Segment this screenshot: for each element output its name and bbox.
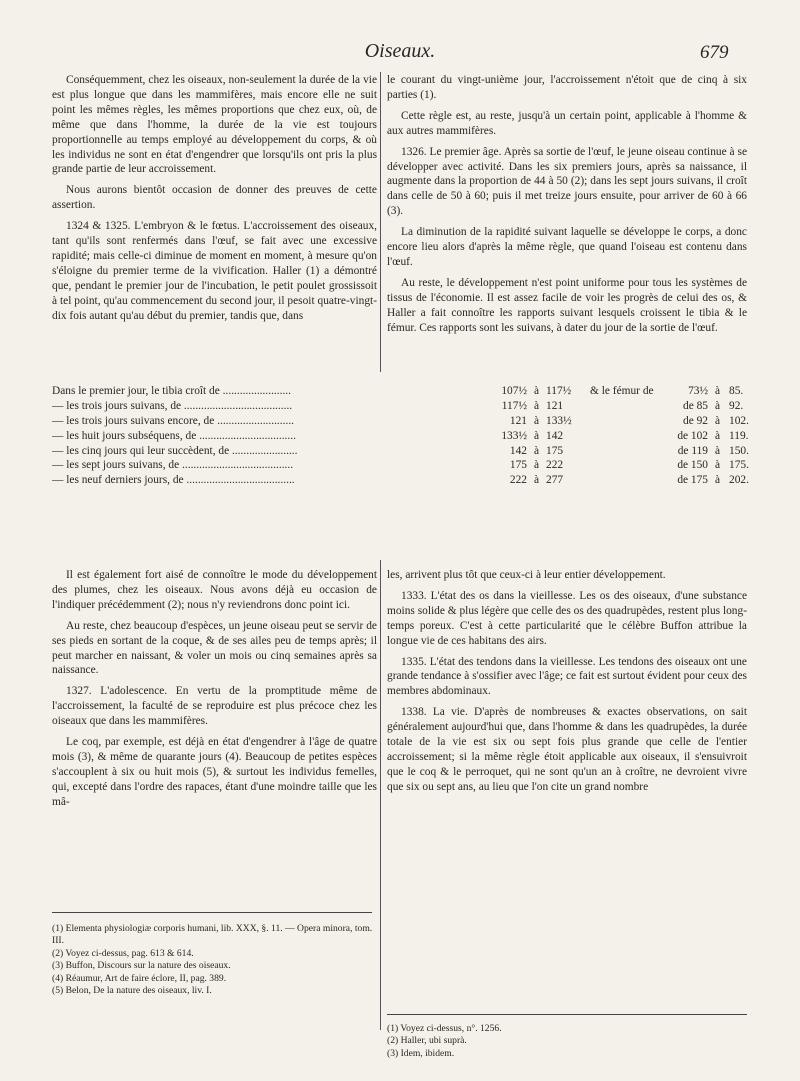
tibia-from: 107½: [501, 385, 527, 397]
table-row: [52, 414, 767, 429]
tibia-to: 133½: [546, 414, 572, 427]
running-title: Oiseaux.: [364, 40, 436, 62]
table-row: [52, 458, 767, 473]
tibia-to: 142: [546, 429, 564, 442]
paragraph: 1327. L'adolescence. En vertu de la promptitude même de l'accroissement, la faculté de se reproduire est plus précoce chez les oiseaux que dans les mammifères.: [52, 685, 377, 728]
paragraph: 1338. La vie. D'après de nombreuses & exactes observations, on sait généralement aujourd'hui que, dans l'homme & dans les quadrupèdes, la durée totale de la vie est six ou sept fois plus grande que celle de l'entier accroissement; si la même règle étoit applicable aux oiseaux, il s'ensuivroit que le coq & le perroquet, qui ne sont qu'un an à croître, ne devroient vivre que six ou sept ans, au lieu que l'on cite un grand nombre: [387, 706, 747, 793]
paragraph: Conséquemment, chez les oiseaux, non-seulement la durée de la vie est plus longue que dans les mammifères, mais encore elle ne suit point les mêmes règles, les mêmes proportions que chez eux, où, de même que dans l'homme, la durée de la vie est toujours proportionnelle au temps employé au développement du corps, & où les individus ne sont en état d'engendrer que lorsqu'ils ont pris la plus grande partie de leur accroissement.: [52, 74, 377, 176]
to-word: à: [715, 474, 721, 487]
left-column-top: [52, 73, 377, 330]
tibia-from: 142: [509, 444, 527, 457]
right-column-bottom: [387, 568, 747, 801]
femur-to: 175.: [729, 459, 749, 472]
to-word: à: [715, 385, 721, 397]
paragraph: Il est également fort aisé de connoître le mode du développement des plumes, chez les oiseaux. Nous avons déjà eu occasion de l'indiquer précédemment (2); nous n'y reviendrons donc point ici.: [52, 569, 377, 611]
paragraph: Le coq, par exemple, est déjà en état d'engendrer à l'âge de quatre mois (3), & même de quarante jours (4). Beaucoup de petites espèces s'accouplent à six ou huit mois (5), & surtout les individus femelles, qui, excepté dans l'ordre des rapaces, étant d'une moindre taille que les mâ-: [52, 736, 377, 808]
to-word: à: [534, 459, 540, 472]
page-number: 679: [700, 42, 729, 63]
femur-from: de 150: [677, 459, 708, 472]
paragraph: les, arrivent plus tôt que ceux-ci à leur entier développement.: [387, 569, 666, 581]
paragraph: Au reste, le développement n'est point uniforme pour tous les systèmes de tissus de l'économie. Il est assez facile de voir les progrès de celui des os, & Haller a fait connoître les rapports suivant lesquels croissent le tibia & le fémur. Ces rapports sont les suivans, à dater du jour de la sortie de l'œuf.: [387, 276, 747, 334]
to-word: à: [534, 444, 540, 457]
to-word: à: [534, 474, 540, 487]
femur-label: & le fémur de: [590, 385, 654, 397]
to-word: à: [715, 444, 721, 457]
paragraph: 1324 & 1325. L'embryon & le fœtus. L'accroissement des oiseaux, tant qu'ils sont renfermés dans l'œuf, se fait avec une excessive rapidité; mais celle-ci diminue de moment en moment, à mesure qu'on s'éloigne du premier terme de la vivification. Haller (1) a démontré que, pendant le premier jour de l'incubation, le petit poulet grossissoit à tel point, qu'au commencement du second jour, il pesoit quatre-vingt-dix fois autant qu'au début du premier, tandis que, dans: [52, 220, 377, 322]
footnote: (1) Elementa physiologiæ corporis humani, lib. XXX, §. 11. — Opera minora, tom. III.: [52, 923, 373, 947]
tibia-from: 133½: [501, 429, 527, 442]
table-row: [52, 444, 767, 459]
femur-from: de 92: [683, 414, 708, 427]
right-column-top: [387, 73, 747, 342]
column-divider-top: [380, 72, 381, 372]
to-word: à: [534, 399, 540, 412]
bone-growth-table: [52, 384, 767, 488]
femur-from: 73½: [688, 385, 708, 397]
to-word: à: [534, 385, 540, 397]
femur-to: 85.: [729, 385, 744, 397]
femur-to: 119.: [729, 429, 749, 442]
footnote: (2) Haller, ubi suprà.: [387, 1035, 467, 1047]
femur-from: de 85: [683, 399, 708, 412]
footnote: (1) Voyez ci-dessus, n°. 1256.: [387, 1023, 502, 1034]
paragraph: le courant du vingt-unième jour, l'accroissement n'étoit que de cinq à six parties (1).: [387, 74, 747, 101]
to-word: à: [534, 429, 540, 442]
table-row: [52, 384, 767, 399]
femur-to: 102.: [729, 414, 749, 427]
row-label: — les cinq jours qui leur succèdent, de .......................: [52, 444, 298, 457]
femur-from: de 175: [677, 474, 708, 487]
to-word: à: [715, 459, 721, 472]
to-word: à: [715, 429, 721, 442]
table-row: [52, 399, 767, 414]
to-word: à: [534, 414, 540, 427]
tibia-from: 117½: [501, 399, 527, 412]
paragraph: La diminution de la rapidité suivant laquelle se développe le corps, a donc encore lieu alors d'après la même règle, que quand l'oiseau est contenu dans l'œuf.: [387, 226, 747, 268]
column-divider-bottom: [380, 560, 381, 1030]
footnotes-right: [387, 1023, 747, 1060]
paragraph: 1333. L'état des os dans la vieillesse. Les os des oiseaux, d'une substance moins solide & plus légère que celle des os des quadrupèdes, restent plus long-temps poreux. C'est à cette particularité que le célèbre Buffon attribue la longue vie de ces habitans des airs.: [387, 589, 747, 647]
row-label: — les neuf derniers jours, de ......................................: [52, 474, 295, 487]
footnote: (2) Voyez ci-dessus, pag. 613 & 614.: [52, 947, 194, 959]
paragraph: Au reste, chez beaucoup d'espèces, un jeune oiseau peut se servir de ses pieds en sortant de la coque, & de ses ailes peu de temps après; il peut marcher en naissant, & voler un mois ou cinq semaines après sa naissance.: [52, 619, 377, 677]
tibia-to: 117½: [546, 385, 572, 397]
paragraph: Nous aurons bientôt occasion de donner des preuves de cette assertion.: [52, 184, 377, 212]
footnote: (5) Belon, De la nature des oiseaux, liv. I.: [52, 985, 212, 997]
femur-to: 150.: [729, 444, 749, 457]
tibia-to: 277: [546, 474, 564, 487]
footnote-rule-right: [387, 1014, 747, 1015]
tibia-from: 175: [509, 459, 527, 472]
to-word: à: [715, 414, 721, 427]
row-label: — les trois jours suivans, de ......................................: [52, 399, 293, 412]
footnote-rule-left: [52, 912, 372, 913]
tibia-from: 222: [509, 474, 527, 487]
to-word: à: [715, 399, 721, 412]
footnote: (4) Réaumur, Art de faire éclore, II, pag. 389.: [52, 972, 227, 984]
table-row: [52, 473, 767, 488]
tibia-to: 222: [546, 459, 564, 472]
left-column-bottom: [52, 568, 377, 816]
row-label: — les huit jours subséquens, de ..................................: [52, 429, 296, 442]
footnote: (3) Idem, ibidem.: [387, 1047, 455, 1059]
femur-from: de 102: [677, 429, 708, 442]
femur-from: de 119: [677, 444, 708, 457]
row-label: Dans le premier jour, le tibia croît de ........................: [52, 385, 292, 397]
table-row: [52, 429, 767, 444]
footnote: (3) Buffon, Discours sur la nature des oiseaux.: [52, 960, 231, 972]
tibia-to: 175: [546, 444, 564, 457]
page-header: [0, 38, 800, 68]
femur-to: 92.: [729, 399, 744, 412]
paragraph: 1326. Le premier âge. Après sa sortie de l'œuf, le jeune oiseau continue à se développer avec activité. Dans les six premiers jours, après sa naissance, il augmente dans la proportion de 44 à 50 (2); dans les sept jours suivans, il croît dans celle de 50 à 60; puis il met treize jours ensuite, pour arriver de 60 à 66 (3).: [387, 145, 747, 218]
tibia-from: 121: [509, 414, 527, 427]
paragraph: 1335. L'état des tendons dans la vieillesse. Les tendons des oiseaux ont une grande tendance à s'ossifier avec l'âge; ce fait est surtout évident pour ceux des membres abdominaux.: [387, 655, 747, 698]
tibia-to: 121: [546, 399, 564, 412]
femur-to: 202.: [729, 474, 749, 487]
row-label: — les sept jours suivans, de .......................................: [52, 459, 294, 472]
footnotes-left: [52, 923, 377, 997]
row-label: — les trois jours suivans encore, de ...........................: [52, 414, 295, 427]
paragraph: Cette règle est, au reste, jusqu'à un certain point, applicable à l'homme & aux autres mammifères.: [387, 109, 747, 137]
